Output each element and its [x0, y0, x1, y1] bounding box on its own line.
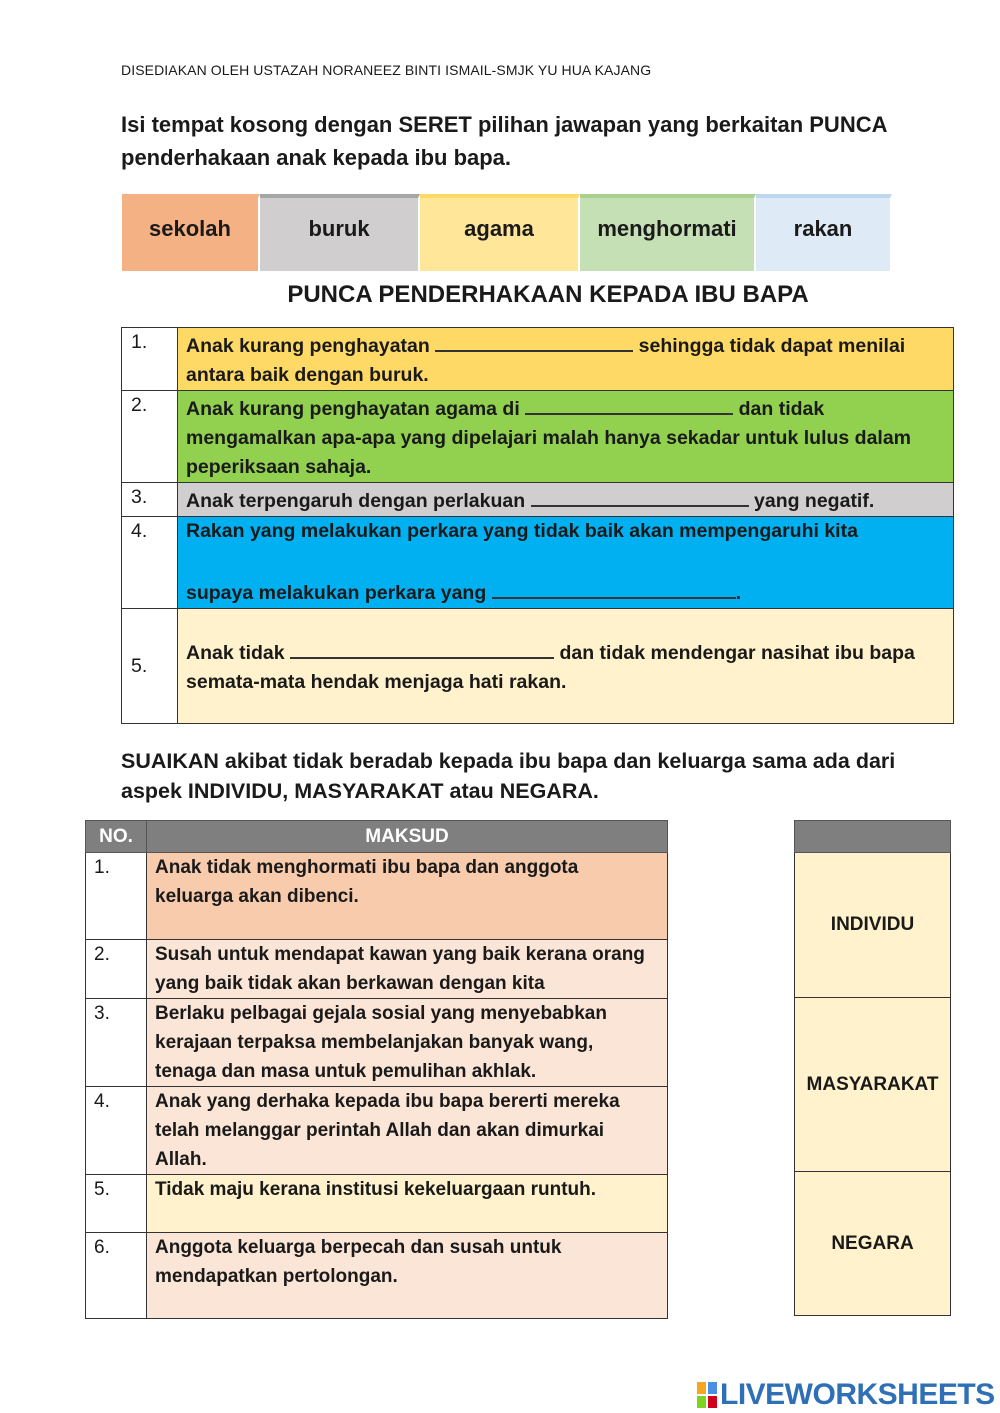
row-text	[178, 609, 954, 724]
category-negara[interactable]: NEGARA	[795, 1172, 951, 1316]
table-row	[86, 940, 668, 999]
text-line-2: supaya melakukan perkara yang	[186, 582, 487, 604]
row-number: 2.	[122, 391, 178, 483]
row-number: 3.	[86, 999, 147, 1087]
brand-name: LIVEWORKSHEETS	[720, 1378, 995, 1411]
effect-item-5[interactable]: Tidak maju kerana institusi kekeluargaan runtuh.	[147, 1175, 668, 1233]
liveworksheets-logo	[697, 1378, 995, 1412]
table-row	[122, 483, 954, 517]
answer-options	[122, 194, 892, 271]
row-text	[178, 517, 954, 609]
effect-item-3[interactable]: Berlaku pelbagai gejala sosial yang menyebabkan kerajaan terpaksa membelanjakan banyak wang, tenaga dan masa untuk pemulihan akhlak.	[147, 999, 668, 1087]
category-table	[794, 820, 951, 1316]
effect-item-2[interactable]: Susah untuk mendapat kawan yang baik kerana orang yang baik tidak akan berkawan dengan kita	[147, 940, 668, 999]
blank-5[interactable]	[290, 635, 554, 659]
table-row	[122, 609, 954, 724]
text-before-blank: Anak kurang penghayatan	[186, 335, 430, 357]
category-individu[interactable]: INDIVIDU	[795, 853, 951, 998]
text-before-blank: Anak kurang penghayatan agama di	[186, 398, 520, 420]
row-number: 5.	[122, 609, 178, 724]
text-before-blank: Rakan yang melakukan perkara yang tidak baik akan mempengaruhi kita	[186, 520, 858, 542]
row-text	[178, 483, 954, 517]
column-header-no: NO.	[86, 821, 147, 853]
effect-item-4[interactable]: Anak yang derhaka kepada ibu bapa bererti mereka telah melanggar perintah Allah dan akan dimurkai Allah.	[147, 1087, 668, 1175]
text-after-blank: sehingga tidak dapat menilai antara baik dengan buruk.	[186, 335, 906, 386]
row-text	[178, 391, 954, 483]
table-row	[86, 1233, 668, 1319]
row-number: 5.	[86, 1175, 147, 1233]
header-credit: DISEDIAKAN OLEH USTAZAH NORANEEZ BINTI ISMAIL-SMJK YU HUA KAJANG	[121, 62, 652, 78]
text-after-blank: dan tidak mendengar nasihat ibu bapa semata-mata hendak menjaga hati rakan.	[186, 642, 915, 693]
table-row	[122, 328, 954, 391]
category-masyarakat[interactable]: MASYARAKAT	[795, 998, 951, 1172]
table-row	[122, 391, 954, 483]
row-number: 4.	[86, 1087, 147, 1175]
row-number: 1.	[86, 853, 147, 940]
category-header	[795, 821, 951, 853]
row-number: 3.	[122, 483, 178, 517]
option-menghormati[interactable]: menghormati	[580, 194, 756, 271]
row-number: 2.	[86, 940, 147, 999]
causes-table	[121, 327, 954, 724]
text-after-blank: dan tidak mengamalkan apa-apa yang dipelajari malah hanya sekadar untuk lulus dalam peperiksaan sahaja.	[186, 398, 912, 478]
row-number: 4.	[122, 517, 178, 609]
blank-2[interactable]	[525, 391, 733, 415]
table-row	[122, 517, 954, 609]
text-before-blank: Anak terpengaruh dengan perlakuan	[186, 490, 526, 512]
row-number: 6.	[86, 1233, 147, 1319]
blank-4[interactable]	[492, 575, 736, 599]
option-sekolah[interactable]: sekolah	[122, 194, 260, 271]
blank-3[interactable]	[531, 483, 749, 507]
row-number: 1.	[122, 328, 178, 391]
option-rakan[interactable]: rakan	[756, 194, 892, 271]
blank-1[interactable]	[435, 328, 633, 352]
row-text	[178, 328, 954, 391]
effect-item-1[interactable]: Anak tidak menghormati ibu bapa dan anggota keluarga akan dibenci.	[147, 853, 668, 940]
section-title: PUNCA PENDERHAKAAN KEPADA IBU BAPA	[287, 281, 809, 308]
instruction-match: SUAIKAN akibat tidak beradab kepada ibu bapa dan keluarga sama ada dari aspek INDIVIDU, MASYARAKAT atau NEGARA.	[121, 749, 896, 803]
text-before-blank: Anak tidak	[186, 642, 285, 664]
option-agama[interactable]: agama	[420, 194, 580, 271]
text-after-blank: yang negatif.	[754, 490, 875, 512]
table-row	[86, 999, 668, 1087]
table-row	[86, 1175, 668, 1233]
effect-item-6[interactable]: Anggota keluarga berpecah dan susah untuk mendapatkan pertolongan.	[147, 1233, 668, 1319]
instruction-fill-blanks: Isi tempat kosong dengan SERET pilihan jawapan yang berkaitan PUNCA penderhakaan anak kepada ibu bapa.	[121, 112, 887, 170]
column-header-maksud: MAKSUD	[147, 821, 668, 853]
table-row	[86, 1087, 668, 1175]
effects-table	[85, 820, 668, 1319]
liveworksheets-icon	[697, 1382, 717, 1408]
table-row	[86, 853, 668, 940]
option-buruk[interactable]: buruk	[260, 194, 420, 271]
text-after-blank: .	[735, 582, 742, 604]
